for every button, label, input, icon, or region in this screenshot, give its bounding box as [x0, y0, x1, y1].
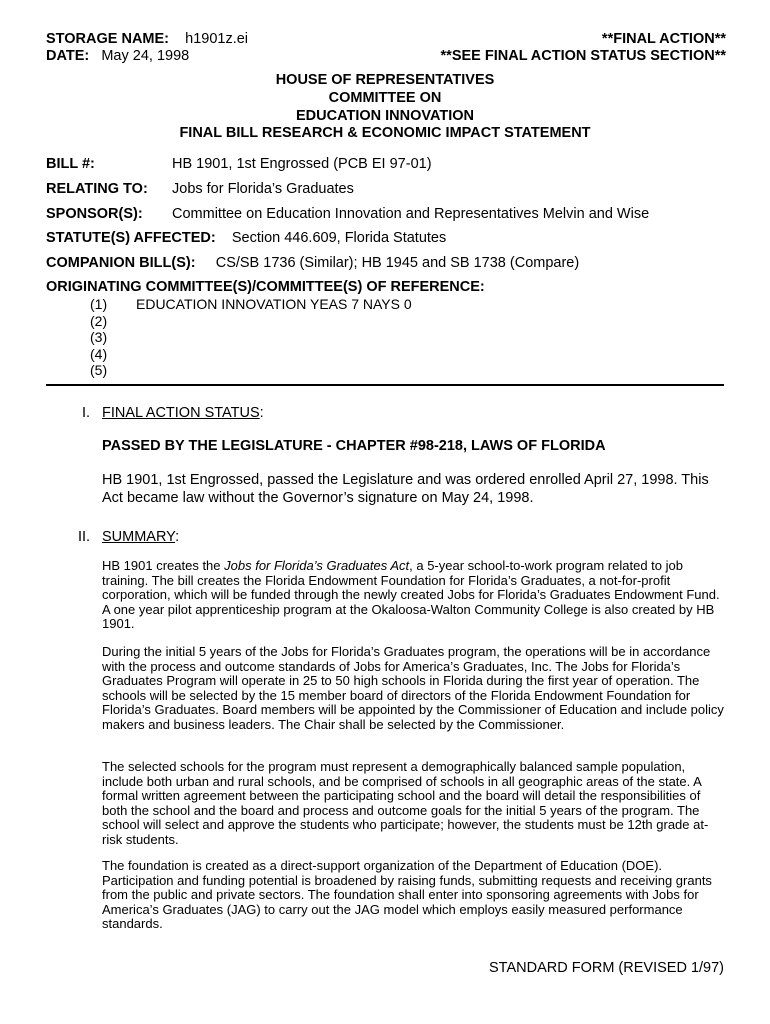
passed-statement: PASSED BY THE LEGISLATURE - CHAPTER #98-218, LAWS OF FLORIDA [102, 438, 606, 454]
companion-value: CS/SB 1736 (Similar); HB 1945 and SB 1738 (Compare) [215, 255, 580, 271]
horizontal-rule [46, 384, 724, 386]
section2-heading: SUMMARY [102, 529, 176, 545]
committee-num-3: (3) [90, 329, 108, 345]
storage-name-value: h1901z.ei [185, 31, 249, 47]
statute-value: Section 446.609, Florida Statutes [231, 230, 447, 246]
title-line-4: FINAL BILL RESEARCH & ECONOMIC IMPACT STATEMENT [179, 125, 591, 141]
date-line: DATE: May 24, 1998 [46, 48, 190, 64]
relating-label: RELATING TO [46, 181, 143, 197]
statute-row: STATUTE(S) AFFECTED: Section 446.609, Florida Statutes [46, 230, 447, 246]
summary-p1-post: , a 5-year school-to-work program related to job training. The bill creates the Florida Endowment Foundation for Florida’s Graduates, a not-for-profit corporation, which will be funded through the newly created Jobs for Florida’s Graduates Endowment Fund. A one year pilot apprenticeship program at the Okaloosa-Walton Community College is also created by HB 1901. [102, 558, 720, 632]
statute-label: STATUTE(S) AFFECTED [46, 230, 211, 246]
storage-name-line: STORAGE NAME: h1901z.ei [46, 31, 249, 47]
bill-value: HB 1901, 1st Engrossed (PCB EI 97-01) [172, 156, 432, 172]
bill-number-row: BILL #: [46, 156, 95, 172]
companion-row: COMPANION BILL(S): CS/SB 1736 (Similar); HB 1945 and SB 1738 (Compare) [46, 255, 580, 271]
section1-heading: FINAL ACTION STATUS [102, 405, 260, 421]
title-line-1: HOUSE OF REPRESENTATIVES [275, 72, 495, 88]
committee-text-1: EDUCATION INNOVATION YEAS 7 NAYS 0 [136, 296, 412, 312]
final-action-flag: **FINAL ACTION** [601, 31, 726, 47]
summary-paragraph-2: During the initial 5 years of the Jobs for Florida’s Graduates program, the operations will be in accordance with the process and outcome standards of Jobs for America’s Graduates, Inc. The Jobs for Florida’s Graduates Program will operate in 25 to 50 high schools in Florida during the first year of operation. The schools will be selected by the 15 member board of directors of the Florida Endowment Foundation for Florida’s Graduates. Board members will be appointed by the Commissioner of Education and include policy makers and business leaders. The Chair shall be selected by the Commissioner. [102, 644, 724, 732]
originating-row: ORIGINATING COMMITTEE(S)/COMMITTEE(S) OF REFERENCE: [46, 279, 485, 295]
section1-text: HB 1901, 1st Engrossed, passed the Legislature and was ordered enrolled April 27, 1998. This Act became law without the Governor’s signature on May 24, 1998. [102, 472, 709, 506]
storage-name-label: STORAGE NAME [46, 31, 165, 47]
section1-number: I. [82, 405, 91, 421]
summary-p1-pre: HB 1901 creates the [102, 558, 225, 573]
committee-num-5: (5) [90, 362, 108, 378]
summary-paragraph-1 [102, 559, 726, 632]
summary-paragraph-3: The selected schools for the program must represent a demographically balanced sample population, include both urban and rural schools, and be comprised of schools in all geographic areas of the state. A formal written agreement between the participating school and the board will detail the responsibilities of both the school and the board and process and outcome goals for the initial 5 years of the program. The school will select and approve the students who participate; however, the students must be 12th grade at-risk students. [102, 759, 709, 847]
committee-num-4: (4) [90, 346, 108, 362]
section1-heading-line: FINAL ACTION STATUS: [102, 405, 264, 421]
bill-label: BILL # [46, 156, 91, 172]
section2-number: II. [78, 529, 91, 545]
date-value: May 24, 1998 [101, 48, 190, 64]
section2-heading-line: SUMMARY: [102, 529, 180, 545]
see-status-flag: **SEE FINAL ACTION STATUS SECTION** [440, 48, 726, 64]
relating-row: RELATING TO: [46, 181, 148, 197]
title-line-2: COMMITTEE ON [328, 90, 442, 106]
date-label: DATE [46, 48, 85, 64]
originating-label: ORIGINATING COMMITTEE(S)/COMMITTEE(S) OF REFERENCE [46, 279, 480, 295]
footer-form-label: STANDARD FORM (REVISED 1/97) [489, 960, 724, 976]
act-name: Jobs for Florida’s Graduates Act [224, 558, 410, 573]
sponsor-row: SPONSOR(S): [46, 206, 143, 222]
companion-label: COMPANION BILL(S) [46, 255, 191, 271]
sponsor-value: Committee on Education Innovation and Representatives Melvin and Wise [172, 206, 650, 222]
committee-num-1: (1) [90, 296, 108, 312]
title-line-3: EDUCATION INNOVATION [295, 108, 475, 124]
relating-value: Jobs for Florida’s Graduates [172, 181, 354, 197]
summary-paragraph-4: The foundation is created as a direct-support organization of the Department of Education (DOE). Participation and funding potential is broadened by raising funds, submitting requests and receiving grants from the public and private sectors. The foundation shall enter into sponsoring agreements with Jobs for America’s Graduates (JAG) to carry out the JAG model which employs easily measured performance standards. [102, 858, 712, 932]
committee-num-2: (2) [90, 313, 108, 329]
sponsor-label: SPONSOR(S) [46, 206, 138, 222]
